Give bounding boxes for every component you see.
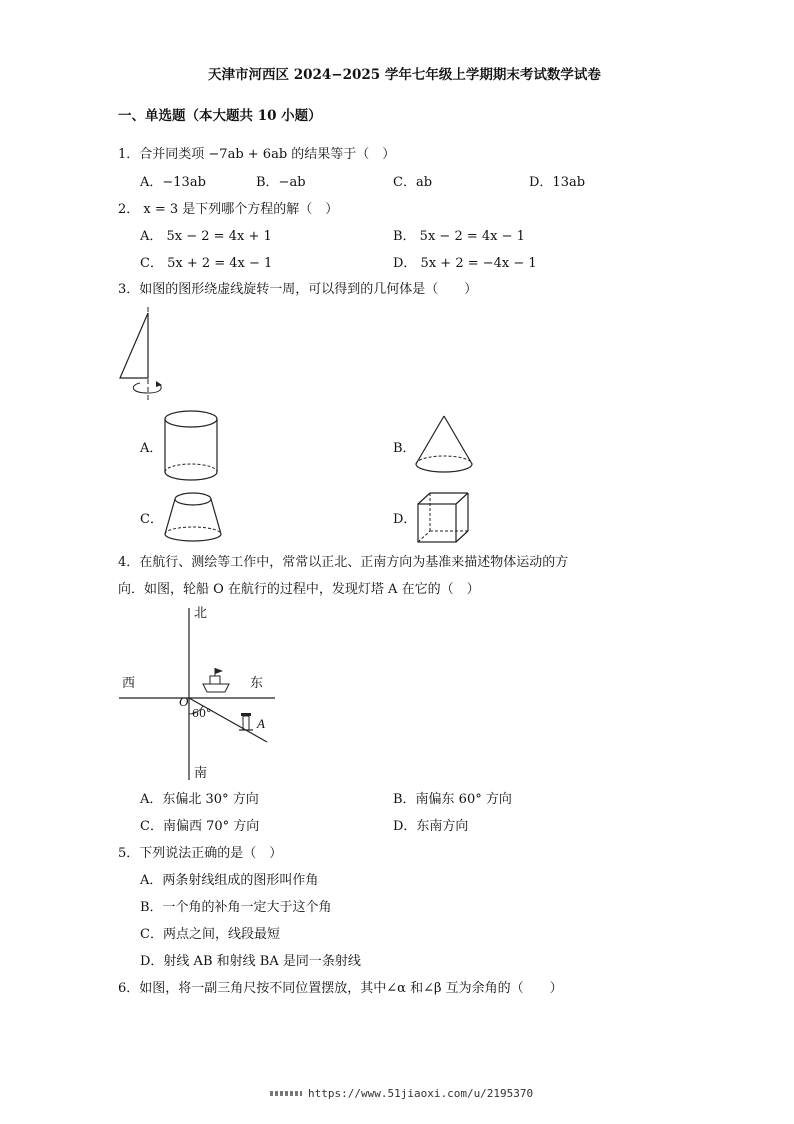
q5-option-b: B．一个角的补角一定大于这个角 bbox=[140, 900, 332, 915]
q3-option-c: C． bbox=[140, 512, 163, 527]
q4-option-a: A．东偏北 30° 方向 bbox=[140, 792, 259, 807]
q4-label-west: 西 bbox=[122, 676, 136, 691]
q4-label-point: A bbox=[257, 716, 265, 731]
q4-label-east: 东 bbox=[250, 676, 264, 691]
q4-compass-figure bbox=[115, 604, 285, 784]
frustum-figure bbox=[160, 490, 226, 546]
q5-option-c: C．两点之间，线段最短 bbox=[140, 927, 280, 942]
q1-option-d: D．13ab bbox=[529, 175, 586, 190]
section-heading: 一、单选题（本大题共 10 小题） bbox=[118, 108, 322, 124]
q1-option-a: A．−13ab bbox=[140, 175, 206, 190]
q4-label-origin: O bbox=[179, 694, 189, 709]
q4-label-south: 南 bbox=[194, 766, 208, 781]
page-title: 天津市河西区 2024−2025 学年七年级上学期期末考试数学试卷 bbox=[208, 67, 601, 83]
footer-url[interactable]: https://www.51jiaoxi.com/u/2195370 bbox=[308, 1087, 534, 1100]
q2-option-c: C． 5x + 2 = 4x − 1 bbox=[140, 256, 273, 271]
q4-stem-line1: 4．在航行、测绘等工作中，常常以正北、正南方向为基准来描述物体运动的方 bbox=[118, 555, 569, 570]
q3-option-a: A． bbox=[140, 441, 163, 456]
q2-option-d: D． 5x + 2 = −4x − 1 bbox=[393, 256, 537, 271]
ship-icon bbox=[203, 668, 229, 692]
q5-option-d: D．射线 AB 和射线 BA 是同一条射线 bbox=[140, 954, 361, 969]
q4-label-north: 北 bbox=[194, 606, 208, 621]
q4-option-d: D．东南方向 bbox=[393, 819, 469, 834]
q1-option-c: C．ab bbox=[393, 175, 433, 190]
q4-option-b: B．南偏东 60° 方向 bbox=[393, 792, 512, 807]
q3-stem: 3．如图的图形绕虚线旋转一周，可以得到的几何体是（ ） bbox=[118, 282, 478, 297]
q1-stem: 1．合并同类项 −7ab + 6ab 的结果等于（ ） bbox=[118, 147, 396, 162]
q4-option-c: C．南偏西 70° 方向 bbox=[140, 819, 260, 834]
footer-mark bbox=[270, 1091, 302, 1096]
q2-stem: 2． x = 3 是下列哪个方程的解（ ） bbox=[118, 202, 339, 217]
q3-option-b: B． bbox=[393, 441, 416, 456]
q2-option-b: B． 5x − 2 = 4x − 1 bbox=[393, 229, 525, 244]
q3-option-d: D． bbox=[393, 512, 417, 527]
cone-figure bbox=[412, 414, 476, 476]
cube-figure bbox=[414, 490, 472, 548]
q3-rotation-figure bbox=[112, 305, 172, 405]
q1-option-b: B．−ab bbox=[256, 175, 306, 190]
q5-stem: 5．下列说法正确的是（ ） bbox=[118, 846, 283, 861]
q2-option-a: A． 5x − 2 = 4x + 1 bbox=[140, 229, 272, 244]
q5-option-a: A．两条射线组成的图形叫作角 bbox=[140, 873, 319, 888]
cylinder-figure bbox=[160, 408, 222, 488]
q4-stem-line2: 向．如图，轮船 O 在航行的过程中，发现灯塔 A 在它的（ ） bbox=[118, 582, 480, 597]
q6-stem: 6．如图，将一副三角尺按不同位置摆放，其中∠α 和∠β 互为余角的（ ） bbox=[118, 981, 563, 996]
q4-label-angle: 60° bbox=[192, 707, 212, 720]
